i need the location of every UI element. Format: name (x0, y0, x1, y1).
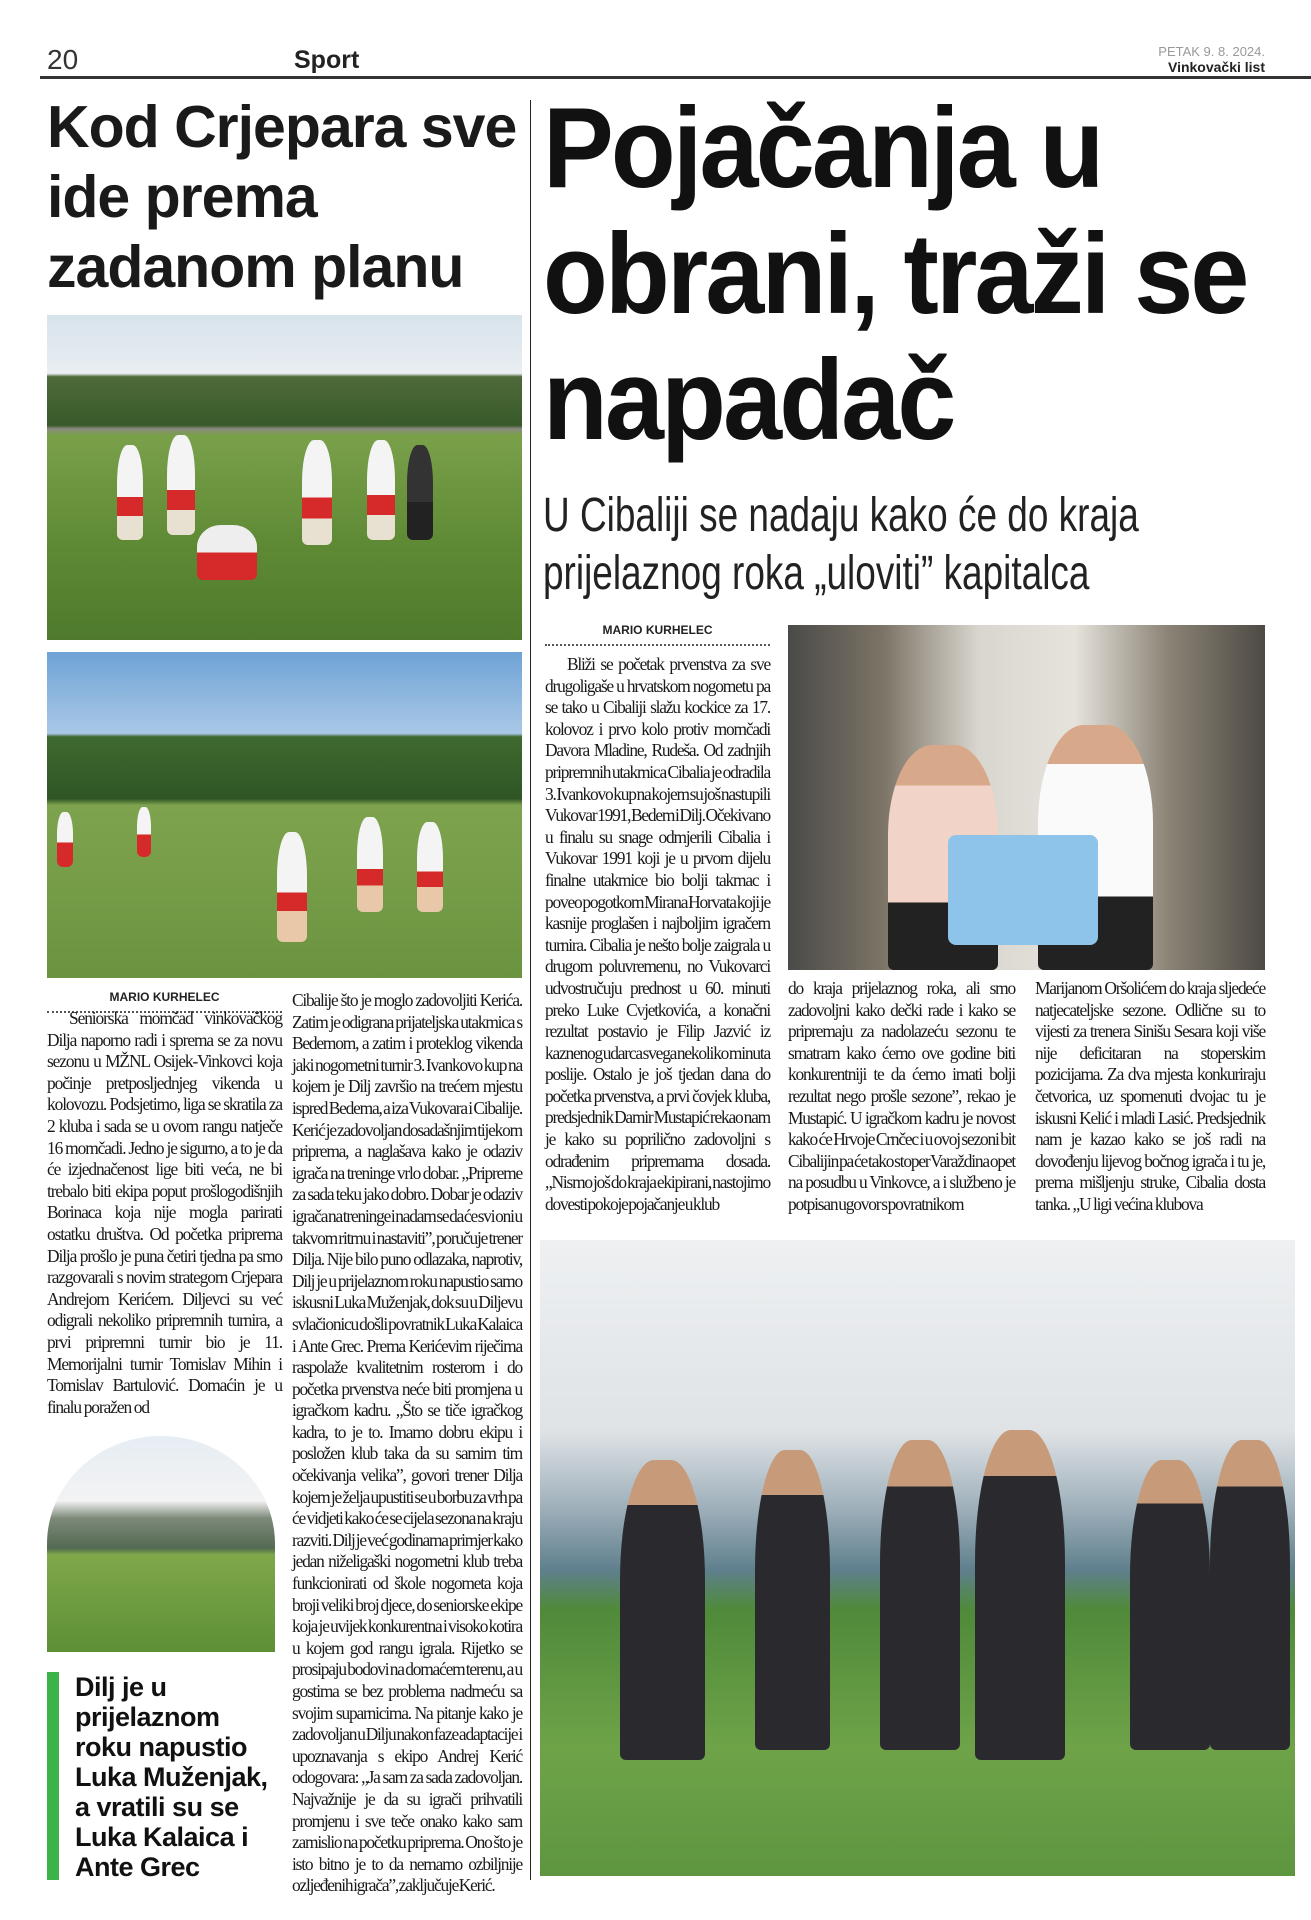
right-body-text-3: Marijanom Oršolićem do kraja sljedeće natjecateljske sezone. Odlične su to vijesti za trenera Sinišu Sesara koji više nije deficitaran na stoperskim pozicijama. Za dva mjesta konkuriraju četvorica, uz spomenuti dvojac tu je iskusni Kelić i mladi Lasić. Predsjednik nam je kazao kako se još radi na dovođenju lijevog bočnog igrača i tu je, prema mišljenju struke, Cibalia dosta tanka. „U ligi većina klubova (1035, 978, 1265, 1214)
right-byline: MARIO KURHELEC (545, 623, 770, 646)
right-headline: Pojačanja u obrani, traži se napadač (543, 85, 1247, 464)
right-column-1 (545, 654, 770, 1215)
right-subheadline: U Cibaliji se nadaju kako će do kraja prijelaznog roka „uloviti” kapitalca (543, 489, 1139, 600)
right-column-2 (788, 978, 1015, 1216)
issue-date: PETAK 9. 8. 2024. (1158, 44, 1265, 59)
right-body-text-2: do kraja prijelaznog roka, ali smo zadovoljni kako dečki rade i kako se pripremaju za nadolazeću sezonu te smatram kako ćemo ove godine biti konkurentniji te da ćemo imati bolji rezultat nego prošle sezone”, rekao je Mustapić. U igračkom kadru je novost kako će Hrvoje Crnčec i u ovoj sezoni bit Cibalijin pa će tako stoper Varaždina opet na posudbu u Vinkovce, a i službeno je potpisan ugovor s povratnikom (788, 978, 1015, 1214)
left-column-1 (47, 1008, 282, 1418)
right-column-3 (1035, 978, 1265, 1216)
left-body-text-2: Cibalije što je moglo zadovoljiti Kerića. Zatim je odigrana prijateljska utakmica s Bedemom, a zatim i proteklog vikenda jaki nogometni turnir 3. Ivankovo kup na kojem je Dilj završio na trećem mjestu ispred Bedema, a iza Vukovara i Cibalije. Kerić je zadovoljan dosadašnjim tijekom priprema, a naglašava kako je odaziv igrača na treninge vrlo dobar. „Pripreme za sada teku jako dobro. Dobar je odaziv igrača na treninge i nadam se da će svi oni u takvom ritmu i nastaviti”, poručuje trener Dilja. Nije bilo puno odlazaka, naprotiv, Dilj je u prijelaznom roku napustio samo iskusni Luka Muženjak, dok su u Diljevu svlačionicu došli povratnik Luka Kalaica i Ante Grec. Prema Kerićevim riječima raspolaže kvalitetnim rosterom i do početka prvenstva neće biti promjena u igračkom kadru. „Što se tiče igračkog kadra, to je to. Imamo dobru ekipu i posložen klub taka da su samim tim očekivanja velika”, govori trener Dilja kojem je želja upustiti se u borbu za vrh pa će vidjeti kako će se cijela sezona na kraju razviti. Dilj je već godinama primjer kako jedan niželigaški nogometni klub treba funkcionirati od škole nogometa koja broji veliki broj djece, do seniorske ekipe koja je uvijek konkurentna i visoko kotira u kojem god rangu igrala. Rijetko se prosipaju bodovi na domaćem terenu, a u gostima se bez problema nadmeću sa svojim suparnicima. Na pitanje kako je zadovoljan u Dilju nakon faze adaptacije i upoznavanja s ekipo Andrej Kerić odogovara: „Ja sam za sada zadovoljan. Najvažnije je da su igrači prihvatili promjenu i sve teče onako kako sam zamislio na početku priprema. Ono što je isto bitno je to da nemamo ozbiljnije ozljeđenih igrača”, zaključuje Kerić. (292, 990, 522, 1896)
section-title: Sport (294, 46, 360, 74)
publication-name: Vinkovački list (1167, 59, 1265, 75)
pull-quote: Dilj je u prijelaznom roku napustio Luka Muženjak, a vratili su se Luka Kalaica i Ante Grec (47, 1672, 282, 1880)
left-byline: MARIO KURHELEC (47, 990, 282, 1013)
left-headline: Kod Crjepara sve ide prema zadanom planu (47, 94, 517, 300)
right-body-text-1: Bliži se početak prvenstva za sve drugoligaše u hrvatskom nogometu pa se tako u Cibaliji slažu kockice za 17. kolovoz i prvo kolo protiv momčadi Davora Mladine, Rudeša. Od zadnjih pripremnih utakmica Cibalia je odradila 3. Ivankovo kup na kojem su još nastupili Vukovar 1991, Bedem i Dilj. Očekivano u finalu su snage odmjerili Cibalia i Vukovar 1991 koji je u prvom dijelu finalne utakmice bio bolji takmac i poveo pogotkom Mirana Horvata koji je kasnije proglašen i najboljim igračem turnira. Cibalia je nešto bolje zaigrala u drugom poluvremenu, no Vukovarci udvostručuju prednost u 60. minuti preko Luke Cvjetkovića, a konačni rezultat postavio je Filip Jazvić iz kaznenog udarca svega nekoliko minuta poslije. Ostalo je još tjedan dana do početka prvenstva, a prvi čovjek kluba, predsjednik Damir Mustapić rekao nam je kako su poprilično zadovoljni s odrađenim pripremama dosada. „Nismo još do kraja ekipirani, nastojimo dovesti pokoje pojačanje u klub (545, 654, 770, 1214)
column-divider (530, 100, 531, 1880)
signing-photo (788, 625, 1265, 970)
page-number: 20 (47, 44, 79, 75)
training-photo-2 (47, 652, 522, 978)
training-photo-1 (47, 315, 522, 640)
stadium-photo (47, 1436, 275, 1652)
left-body-text-1: Seniorska momčad vinkovačkog Dilja naporno radi i sprema se za novu sezonu u MŽNL Osijek-Vinkovci koja počinje pretposljednjeg vikenda u kolovozu. Podsjetimo, liga se skratila za 2 kluba i sada se u ovom rangu natječe 16 momčadi. Jedno je sigurno, a to je da će izjednačenost lige biti veća, ne bi trebalo biti ekipa poput prošlogodišnjih Borinaca koja nije mogla parirati ostatku društva. Od početka priprema Dilja prošlo je puna četiri tjedna pa smo razgovarali s novim strategom Crjepara Andrejom Kerićem. Diljevci su već odigrali nekoliko pripremnih turnira, a prvi pripremni turnir bio je 11. Memorijalni turnir Tomislav Mihin i Tomislav Bartulović. Domaćin je u finalu poražen od (47, 1008, 282, 1417)
team-photo (540, 1240, 1295, 1876)
left-column-2 (292, 990, 522, 1897)
header-rule (40, 76, 1311, 79)
